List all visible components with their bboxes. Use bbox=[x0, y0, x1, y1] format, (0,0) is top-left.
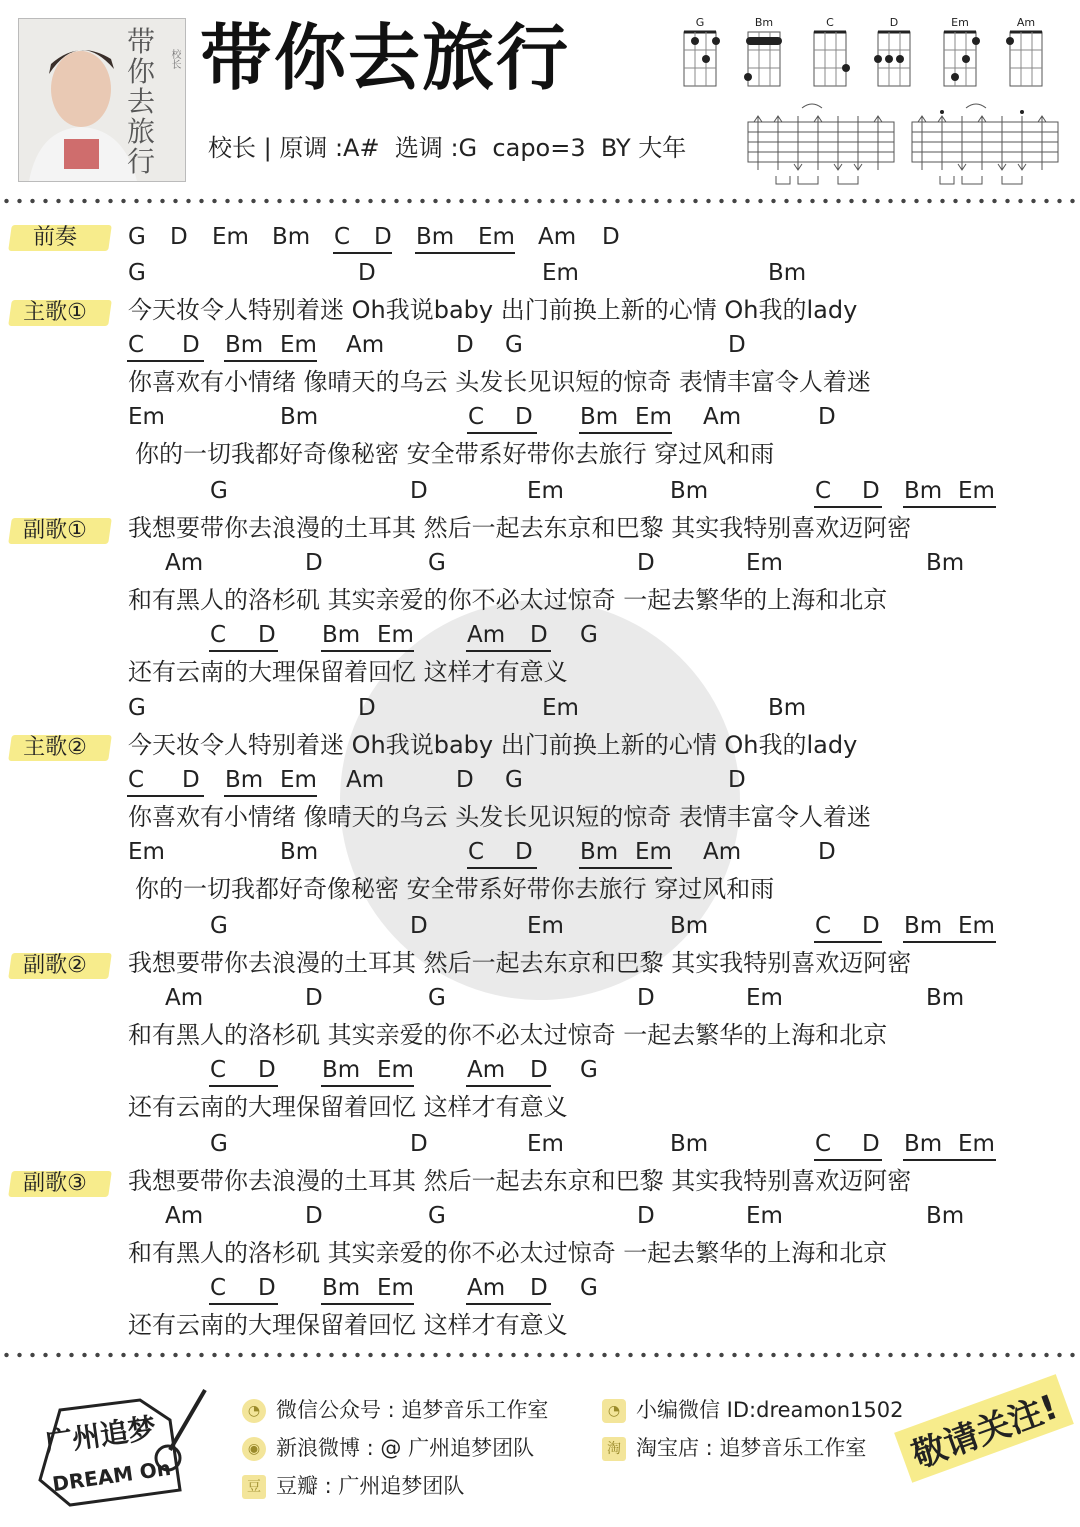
chord-label: D bbox=[410, 1131, 428, 1157]
chord-label: Bm bbox=[904, 913, 943, 939]
chord-label: Bm bbox=[225, 767, 264, 793]
chord-underline bbox=[321, 1303, 414, 1305]
chord-label: Am bbox=[703, 839, 742, 865]
chord-underline bbox=[579, 432, 672, 434]
chord-label: Bm bbox=[768, 695, 807, 721]
footer-wechat: ◔ 微信公众号 : 追梦音乐工作室 bbox=[242, 1394, 548, 1424]
chord-label: Em bbox=[746, 1203, 783, 1229]
svg-text:C: C bbox=[826, 16, 834, 29]
chord-label: C bbox=[128, 332, 145, 358]
section-tag bbox=[0, 296, 120, 330]
svg-text:D: D bbox=[889, 16, 899, 29]
intro-chord: Bm bbox=[416, 224, 455, 250]
intro-chord: D bbox=[602, 224, 620, 250]
section-label: 副歌① bbox=[23, 518, 87, 543]
chord-label: C bbox=[468, 404, 485, 430]
lyric-line: 和有黑人的洛杉矶 其实亲爱的你不必太过惊奇 一起去繁华的上海和北京 bbox=[128, 1239, 888, 1267]
intro-chord: G bbox=[128, 224, 146, 250]
chord-label: Em bbox=[746, 550, 783, 576]
chord-label: Bm bbox=[768, 260, 807, 286]
chord-underline bbox=[903, 941, 996, 943]
section-label: 副歌③ bbox=[23, 1171, 87, 1196]
lyric-line: 还有云南的大理保留着回忆 这样才有意义 bbox=[128, 658, 568, 686]
lyric-line: 你喜欢有小情绪 像晴天的乌云 头发长见识短的惊奇 表情丰富令人着迷 bbox=[128, 368, 871, 396]
chord-underline bbox=[467, 432, 537, 434]
chord-label: D bbox=[258, 1275, 276, 1301]
svg-text:Em: Em bbox=[951, 16, 969, 29]
chord-label: D bbox=[305, 1203, 323, 1229]
chord-label: G bbox=[505, 767, 523, 793]
footer-weibo: ◉ 新浪微博 : @ 广州追梦团队 bbox=[242, 1432, 534, 1462]
chord-label: Bm bbox=[280, 839, 319, 865]
cover-title: 带你去旅行 bbox=[127, 25, 156, 178]
lyric-line: 还有云南的大理保留着回忆 这样才有意义 bbox=[128, 1311, 568, 1339]
chord-label: C bbox=[468, 839, 485, 865]
chord-label: Bm bbox=[926, 985, 965, 1011]
section-tag bbox=[0, 514, 120, 548]
chord-label: Am bbox=[467, 622, 506, 648]
chord-label: G bbox=[128, 260, 146, 286]
chord-underline bbox=[466, 1085, 551, 1087]
chord-label: Em bbox=[377, 1275, 414, 1301]
chord-label: Em bbox=[377, 622, 414, 648]
intro-chord: Em bbox=[478, 224, 515, 250]
lyric-line: 你的一切我都好奇像秘密 安全带系好带你去旅行 穿过风和雨 bbox=[135, 440, 775, 468]
footer-douban: 豆 豆瓣 : 广州追梦团队 bbox=[242, 1470, 464, 1500]
follow-badge: 敬请关注! bbox=[894, 1374, 1073, 1482]
studio-logo bbox=[30, 1380, 210, 1510]
section-label: 前奏 bbox=[32, 225, 77, 250]
footer-editor: ◔ 小编微信 ID:dreamon1502 bbox=[602, 1394, 903, 1424]
chord-underline bbox=[466, 1303, 551, 1305]
chord-label: Bm bbox=[322, 1057, 361, 1083]
chord-label: Am bbox=[165, 1203, 204, 1229]
chord-label: Bm bbox=[670, 913, 709, 939]
chord-label: G bbox=[580, 1275, 598, 1301]
chord-label: G bbox=[128, 695, 146, 721]
chord-label: Em bbox=[527, 913, 564, 939]
lyric-line: 你喜欢有小情绪 像晴天的乌云 头发长见识短的惊奇 表情丰富令人着迷 bbox=[128, 803, 871, 831]
divider-bottom bbox=[0, 1352, 1080, 1358]
song-title: 带你去旅行 bbox=[200, 16, 571, 100]
chord-label: Am bbox=[467, 1057, 506, 1083]
section-tag bbox=[0, 949, 120, 983]
chord-underline bbox=[224, 795, 317, 797]
section-tag bbox=[0, 221, 120, 255]
chord-label: D bbox=[515, 839, 533, 865]
chord-label: Em bbox=[128, 839, 165, 865]
chord-label: Bm bbox=[322, 622, 361, 648]
intro-chord: D bbox=[374, 224, 392, 250]
intro-chord: D bbox=[170, 224, 188, 250]
chord-label: Am bbox=[165, 985, 204, 1011]
intro-chord: Em bbox=[212, 224, 249, 250]
section-label: 主歌② bbox=[23, 735, 87, 760]
chord-label: D bbox=[862, 913, 880, 939]
chord-label: G bbox=[210, 478, 228, 504]
chord-underline bbox=[321, 650, 414, 652]
chord-label: Bm bbox=[670, 1131, 709, 1157]
chord-label: D bbox=[358, 260, 376, 286]
chord-underline bbox=[903, 506, 996, 508]
chord-label: Em bbox=[958, 478, 995, 504]
chord-label: D bbox=[862, 1131, 880, 1157]
chord-label: D bbox=[530, 622, 548, 648]
chord-label: Em bbox=[958, 913, 995, 939]
svg-text:Am: Am bbox=[1016, 16, 1036, 29]
intro-chord: Bm bbox=[272, 224, 311, 250]
chord-label: D bbox=[637, 985, 655, 1011]
logo-subtext: DREAM On bbox=[50, 1455, 173, 1497]
weibo-icon: ◉ bbox=[242, 1437, 266, 1461]
chord-label: Bm bbox=[670, 478, 709, 504]
chord-underline bbox=[209, 650, 278, 652]
section-label: 副歌② bbox=[23, 953, 87, 978]
chord-label: Bm bbox=[322, 1275, 361, 1301]
chord-label: Bm bbox=[926, 1203, 965, 1229]
chord-label: Em bbox=[527, 478, 564, 504]
lyric-line: 和有黑人的洛杉矶 其实亲爱的你不必太过惊奇 一起去繁华的上海和北京 bbox=[128, 1021, 888, 1049]
chord-label: G bbox=[428, 985, 446, 1011]
chord-label: C bbox=[815, 1131, 832, 1157]
chord-label: Bm bbox=[926, 550, 965, 576]
chord-underline bbox=[814, 1159, 882, 1161]
chord-underline bbox=[127, 795, 204, 797]
wechat-chat-icon: ◔ bbox=[602, 1399, 626, 1423]
chord-label: D bbox=[305, 550, 323, 576]
chord-label: D bbox=[637, 1203, 655, 1229]
song-meta: 校长 | 原调 :A# 选调 :G capo=3 BY 大年 bbox=[208, 134, 687, 162]
chord-label: Am bbox=[467, 1275, 506, 1301]
chord-label: G bbox=[505, 332, 523, 358]
intro-chord: Am bbox=[538, 224, 577, 250]
chord-underline bbox=[467, 867, 537, 869]
chord-label: C bbox=[210, 622, 227, 648]
chord-label: Em bbox=[635, 839, 672, 865]
chord-underline bbox=[814, 506, 882, 508]
chord-label: Em bbox=[542, 260, 579, 286]
chord-label: C bbox=[815, 478, 832, 504]
wechat-icon: ◔ bbox=[242, 1399, 266, 1423]
chord-label: D bbox=[818, 404, 836, 430]
chord-label: D bbox=[818, 839, 836, 865]
chord-label: Em bbox=[280, 767, 317, 793]
chord-label: C bbox=[815, 913, 832, 939]
chord-label: Bm bbox=[904, 478, 943, 504]
chord-label: Em bbox=[377, 1057, 414, 1083]
chord-label: G bbox=[580, 622, 598, 648]
lyric-line: 和有黑人的洛杉矶 其实亲爱的你不必太过惊奇 一起去繁华的上海和北京 bbox=[128, 586, 888, 614]
chord-label: D bbox=[637, 550, 655, 576]
chord-label: G bbox=[210, 913, 228, 939]
chord-label: Bm bbox=[225, 332, 264, 358]
lyric-line: 我想要带你去浪漫的土耳其 然后一起去东京和巴黎 其实我特别喜欢迈阿密 bbox=[128, 514, 912, 542]
chord-label: D bbox=[182, 332, 200, 358]
section-tag bbox=[0, 1167, 120, 1201]
chord-label: D bbox=[456, 767, 474, 793]
chord-label: C bbox=[210, 1275, 227, 1301]
chord-label: G bbox=[580, 1057, 598, 1083]
svg-text:Bm: Bm bbox=[754, 16, 774, 29]
chord-label: D bbox=[456, 332, 474, 358]
chord-underline bbox=[466, 650, 551, 652]
chord-label: C bbox=[210, 1057, 227, 1083]
lyric-line: 我想要带你去浪漫的土耳其 然后一起去东京和巴黎 其实我特别喜欢迈阿密 bbox=[128, 1167, 912, 1195]
chord-name: G bbox=[695, 16, 705, 29]
chord-underline bbox=[127, 360, 204, 362]
section-label: 主歌① bbox=[23, 300, 87, 325]
chord-label: Bm bbox=[280, 404, 319, 430]
chord-label: Am bbox=[165, 550, 204, 576]
chord-label: D bbox=[258, 1057, 276, 1083]
chord-label: D bbox=[530, 1275, 548, 1301]
chord-label: Am bbox=[346, 332, 385, 358]
chord-label: D bbox=[258, 622, 276, 648]
lyric-line: 今天妆令人特别着迷 Oh我说baby 出门前换上新的心情 Oh我的lady bbox=[128, 731, 858, 759]
chord-label: D bbox=[728, 332, 746, 358]
lyric-line: 你的一切我都好奇像秘密 安全带系好带你去旅行 穿过风和雨 bbox=[135, 875, 775, 903]
chord-label: D bbox=[515, 404, 533, 430]
chord-underline bbox=[333, 252, 392, 254]
chord-underline bbox=[209, 1085, 278, 1087]
taobao-icon: 淘 bbox=[602, 1437, 626, 1461]
chord-label: Em bbox=[128, 404, 165, 430]
douban-icon: 豆 bbox=[242, 1475, 266, 1499]
chord-label: D bbox=[728, 767, 746, 793]
chord-label: Bm bbox=[580, 839, 619, 865]
chord-label: G bbox=[428, 1203, 446, 1229]
chord-label: D bbox=[862, 478, 880, 504]
chord-label: Em bbox=[746, 985, 783, 1011]
footer-taobao: 淘 淘宝店 : 追梦音乐工作室 bbox=[602, 1432, 866, 1462]
lyric-line: 今天妆令人特别着迷 Oh我说baby 出门前换上新的心情 Oh我的lady bbox=[128, 296, 858, 324]
logo-text: 广州追梦 bbox=[42, 1411, 158, 1460]
chord-label: Em bbox=[527, 1131, 564, 1157]
lyric-line: 我想要带你去浪漫的土耳其 然后一起去东京和巴黎 其实我特别喜欢迈阿密 bbox=[128, 949, 912, 977]
lyric-line: 还有云南的大理保留着回忆 这样才有意义 bbox=[128, 1093, 568, 1121]
chord-underline bbox=[814, 941, 882, 943]
chord-label: Em bbox=[280, 332, 317, 358]
chord-label: G bbox=[210, 1131, 228, 1157]
chord-label: Am bbox=[346, 767, 385, 793]
chord-label: Am bbox=[703, 404, 742, 430]
chord-label: D bbox=[182, 767, 200, 793]
chord-underline bbox=[209, 1303, 278, 1305]
chord-label: Em bbox=[542, 695, 579, 721]
cover-artist: 校长 bbox=[169, 49, 180, 69]
chord-underline bbox=[224, 360, 317, 362]
chord-underline bbox=[415, 252, 515, 254]
chord-label: Em bbox=[958, 1131, 995, 1157]
chord-underline bbox=[579, 867, 672, 869]
section-tag bbox=[0, 731, 120, 765]
intro-chord: C bbox=[334, 224, 351, 250]
chord-label: Bm bbox=[904, 1131, 943, 1157]
chord-label: Em bbox=[635, 404, 672, 430]
chord-label: C bbox=[128, 767, 145, 793]
chord-label: G bbox=[428, 550, 446, 576]
chord-label: D bbox=[530, 1057, 548, 1083]
chord-label: Bm bbox=[580, 404, 619, 430]
chord-underline bbox=[321, 1085, 414, 1087]
chord-label: D bbox=[305, 985, 323, 1011]
chord-label: D bbox=[410, 478, 428, 504]
chord-label: D bbox=[410, 913, 428, 939]
chord-label: D bbox=[358, 695, 376, 721]
chord-underline bbox=[903, 1159, 996, 1161]
